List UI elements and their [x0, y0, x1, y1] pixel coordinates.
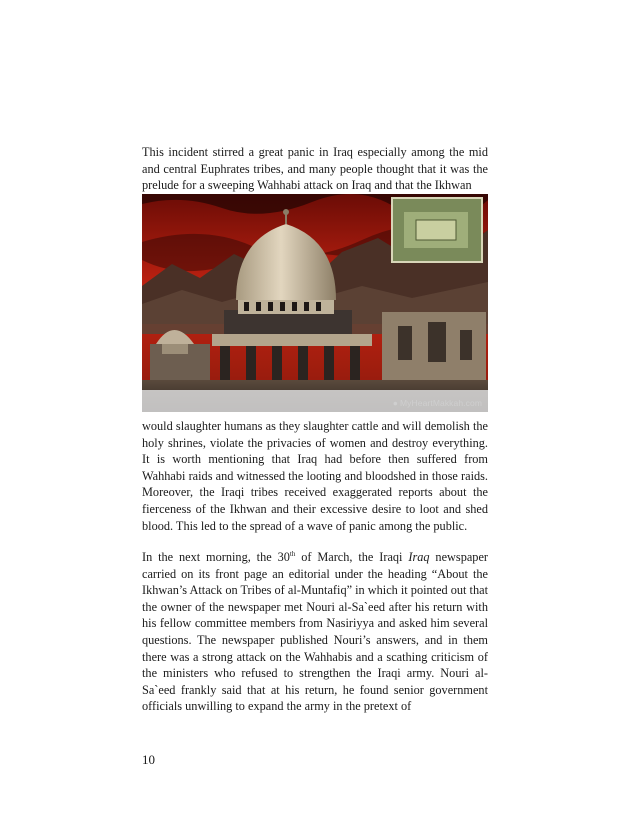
paragraph-next-text: [142, 549, 488, 715]
watermark-text: MyHeartMakkah.com: [400, 398, 482, 408]
paragraph-top: [142, 144, 488, 194]
paragraph-top-text: This incident stirred a great panic in Iraq especially among the mid and central Euphrates tribes, and many people thought that it was the prelude for a sweeping Wahhabi attack on Iraq and that the Ikhwan: [142, 145, 488, 193]
page-number: 10: [142, 752, 155, 767]
shrine-photograph: [142, 194, 488, 412]
shrine-illustration: [142, 194, 488, 412]
paragraph-next-part1: In the next morning, the 30: [142, 550, 290, 564]
paragraph-next: [142, 549, 488, 715]
newspaper-name: Iraq: [408, 550, 430, 564]
paragraph-continued: [142, 418, 488, 534]
paragraph-next-part3: newspaper carried on its front page an editorial under the heading “About the Ikhwan’s Attack on Tribes of al-Muntafiq” in which it pointed out that the owner of the newspaper met Nouri al-Sa`eed after his return with his fellow committee members from Nasiriyya and asked him several questions. The newspaper published Nouri’s answers, and in them there was a strong attack on the Wahhabis and a scathing criticism of the ministers who refused to strengthen the Iraqi army. Nouri al-Sa`eed frankly said that at his return, he found senior government officials unwilling to expand the army in the pretext of: [142, 550, 489, 714]
watermark-logo-icon: ●: [392, 398, 398, 408]
paragraph-continued-text: would slaughter humans as they slaughter cattle and will demolish the holy shrines, violate the privacies of women and destroy everything. It is worth mentioning that Iraq had before then suffered from Wahhabi raids and witnessed the looting and bloodshed in those raids. Moreover, the Iraqi tribes received exaggerated reports about the fierceness of the Ikhwan and their excessive desire to loot and shed blood. This led to the spread of a wave of panic among the public.: [142, 419, 488, 533]
paragraph-next-part2: of March, the Iraqi: [295, 550, 409, 564]
watermark: [393, 398, 482, 408]
ordinal-suffix: th: [289, 549, 296, 558]
